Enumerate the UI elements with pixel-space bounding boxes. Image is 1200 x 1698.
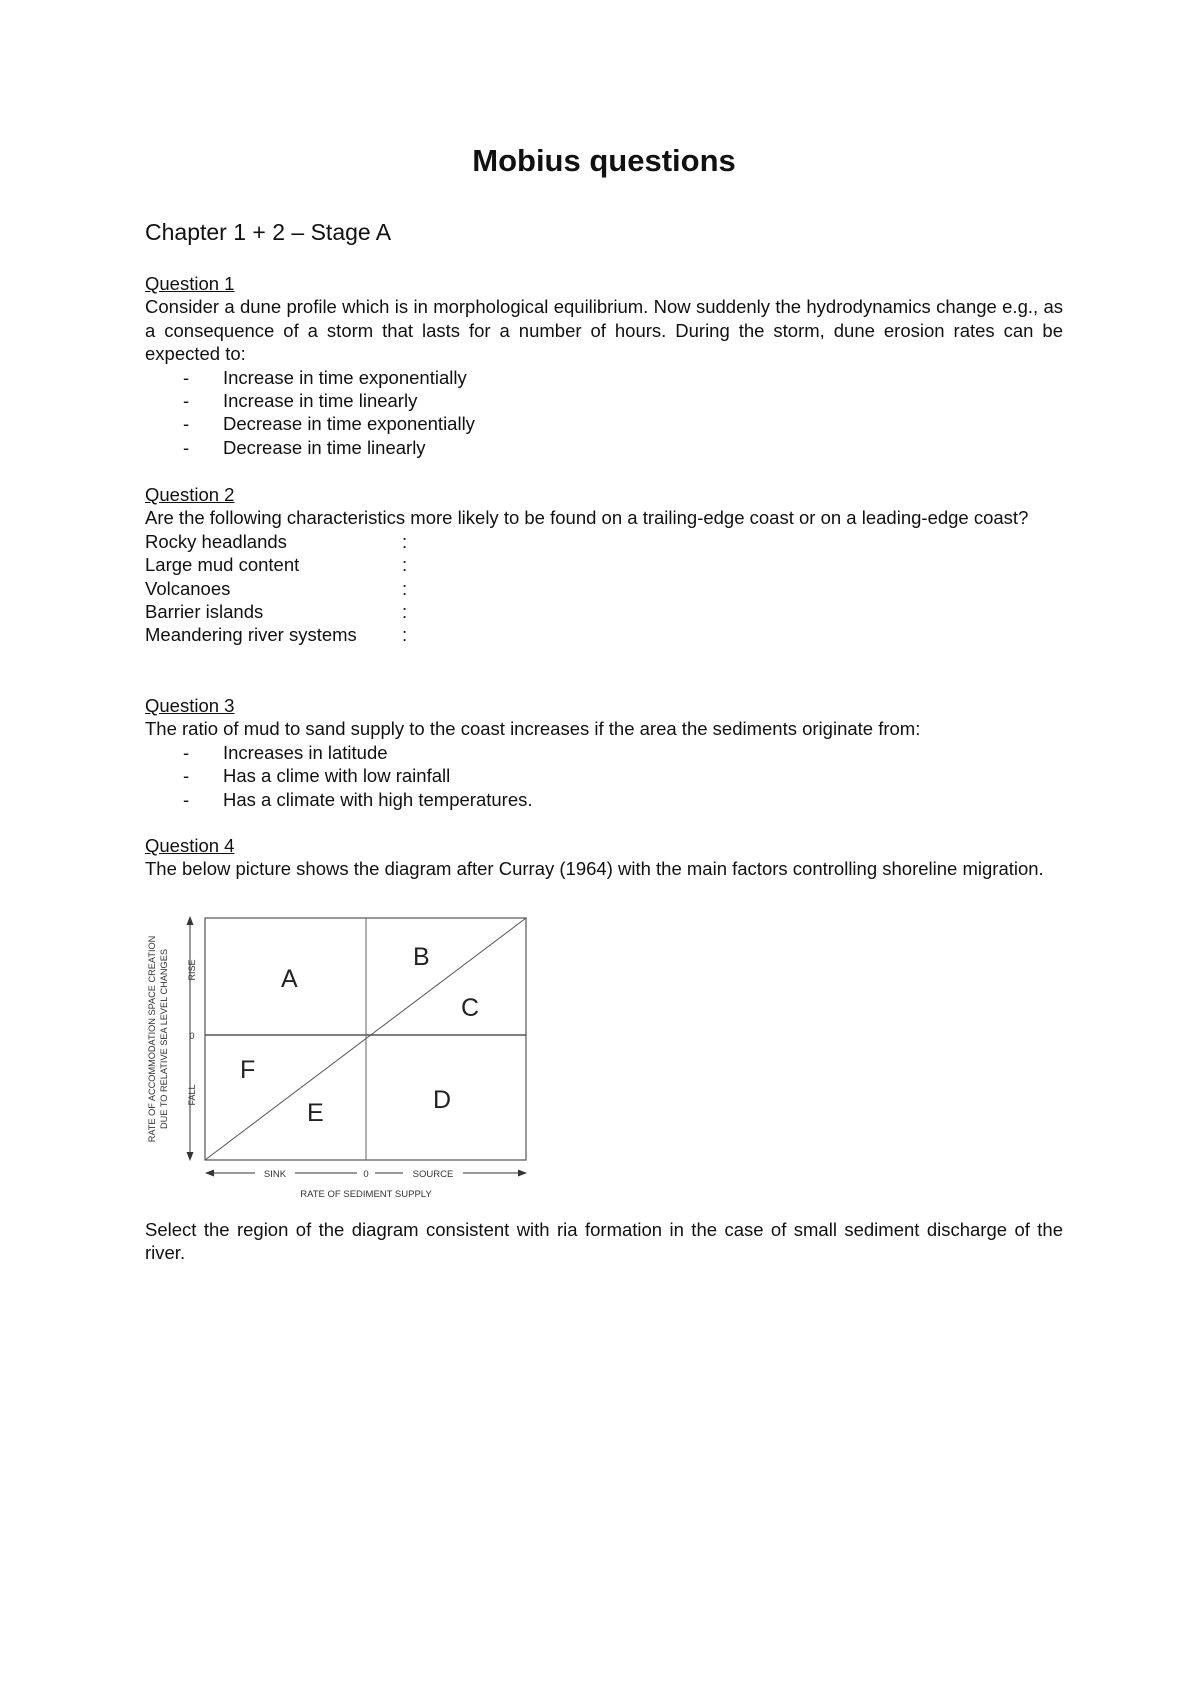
question-4 bbox=[145, 834, 1063, 881]
bullet-dash: - bbox=[183, 765, 190, 787]
question-4-text: The below picture shows the diagram after Curray (1964) with the main factors controlling shoreline migration. bbox=[145, 858, 1044, 880]
question-4-heading: Question 4 bbox=[145, 835, 235, 856]
x-arrow-left-icon bbox=[205, 1170, 214, 1177]
question-4-followup: Select the region of the diagram consistent with ria formation in the case of small sediment discharge of the river. bbox=[145, 1219, 1063, 1264]
question-1 bbox=[145, 272, 1063, 459]
question-2-text: Are the following characteristics more likely to be found on a trailing-edge coast or on a leading-edge coast? bbox=[145, 507, 1029, 529]
question-3-option bbox=[145, 764, 1063, 787]
bullet-dash: - bbox=[183, 413, 190, 435]
x-arrow-right-icon bbox=[518, 1170, 527, 1177]
fall-label: FALL bbox=[187, 1084, 197, 1106]
characteristic-colon: : bbox=[402, 577, 408, 599]
characteristic-colon: : bbox=[402, 624, 408, 646]
question-2-heading: Question 2 bbox=[145, 484, 235, 505]
characteristic-label: Large mud content bbox=[145, 554, 300, 576]
bullet-dash: - bbox=[183, 390, 190, 412]
sink-label: SINK bbox=[263, 1169, 287, 1180]
rise-label: RISE bbox=[187, 959, 197, 981]
y-axis-title-line2: DUE TO RELATIVE SEA LEVEL CHANGES bbox=[159, 949, 169, 1129]
characteristic-row bbox=[145, 623, 1063, 646]
option-label: Has a climate with high temperatures. bbox=[223, 788, 533, 810]
option-label: Has a clime with low rainfall bbox=[223, 765, 451, 787]
option-label: Increase in time linearly bbox=[223, 390, 418, 412]
region-d-label: D bbox=[433, 1086, 452, 1114]
characteristic-label: Rocky headlands bbox=[145, 530, 287, 552]
characteristic-colon: : bbox=[402, 554, 408, 576]
bullet-dash: - bbox=[183, 741, 190, 763]
question-3-text: The ratio of mud to sand supply to the coast increases if the area the sediments originate from: bbox=[145, 718, 921, 740]
characteristic-row bbox=[145, 553, 1063, 576]
question-1-option bbox=[145, 389, 1063, 412]
characteristic-row bbox=[145, 600, 1063, 623]
source-label: SOURCE bbox=[412, 1169, 454, 1180]
option-label: Increase in time exponentially bbox=[223, 366, 467, 388]
characteristic-colon: : bbox=[402, 601, 408, 623]
curray-diagram bbox=[145, 905, 545, 1205]
characteristic-colon: : bbox=[402, 530, 408, 552]
option-label: Decrease in time exponentially bbox=[223, 413, 475, 435]
characteristic-row bbox=[145, 577, 1063, 600]
question-3-heading: Question 3 bbox=[145, 695, 235, 716]
region-f-label: F bbox=[240, 1056, 256, 1084]
region-c-label: C bbox=[461, 994, 480, 1022]
bullet-dash: - bbox=[183, 436, 190, 458]
question-3 bbox=[145, 694, 1063, 811]
characteristic-label: Volcanoes bbox=[145, 577, 231, 599]
characteristic-label: Barrier islands bbox=[145, 601, 264, 623]
x-zero-label: 0 bbox=[363, 1169, 369, 1180]
region-e-label: E bbox=[307, 1099, 324, 1127]
region-a-label: A bbox=[281, 965, 298, 993]
option-label: Increases in latitude bbox=[223, 741, 388, 763]
characteristic-row bbox=[145, 530, 1063, 553]
question-1-heading: Question 1 bbox=[145, 273, 235, 294]
y-arrow-up-icon bbox=[187, 916, 194, 925]
bullet-dash: - bbox=[183, 788, 190, 810]
region-b-label: B bbox=[413, 943, 430, 971]
chapter-heading: Chapter 1 + 2 – Stage A bbox=[145, 219, 392, 245]
question-1-option bbox=[145, 412, 1063, 435]
y-arrow-down-icon bbox=[187, 1152, 194, 1161]
y-axis-title-line1: RATE OF ACCOMMODATION SPACE CREATION bbox=[147, 935, 157, 1143]
bullet-dash: - bbox=[183, 366, 190, 388]
x-axis-title: RATE OF SEDIMENT SUPPLY bbox=[300, 1189, 432, 1200]
characteristic-label: Meandering river systems bbox=[145, 624, 357, 646]
option-label: Decrease in time linearly bbox=[223, 436, 426, 458]
question-1-option bbox=[145, 436, 1063, 459]
question-1-option bbox=[145, 366, 1063, 389]
y-zero-label: 0 bbox=[189, 1031, 195, 1041]
question-1-text: Consider a dune profile which is in morphological equilibrium. Now suddenly the hydrodynamics change e.g., as a consequence of a storm that lasts for a number of hours. During the storm, dune erosion rates can be expected to: bbox=[145, 296, 1063, 365]
question-2 bbox=[145, 483, 1063, 647]
question-3-option bbox=[145, 788, 1063, 811]
page-title: Mobius questions bbox=[472, 143, 736, 178]
question-3-option bbox=[145, 741, 1063, 764]
